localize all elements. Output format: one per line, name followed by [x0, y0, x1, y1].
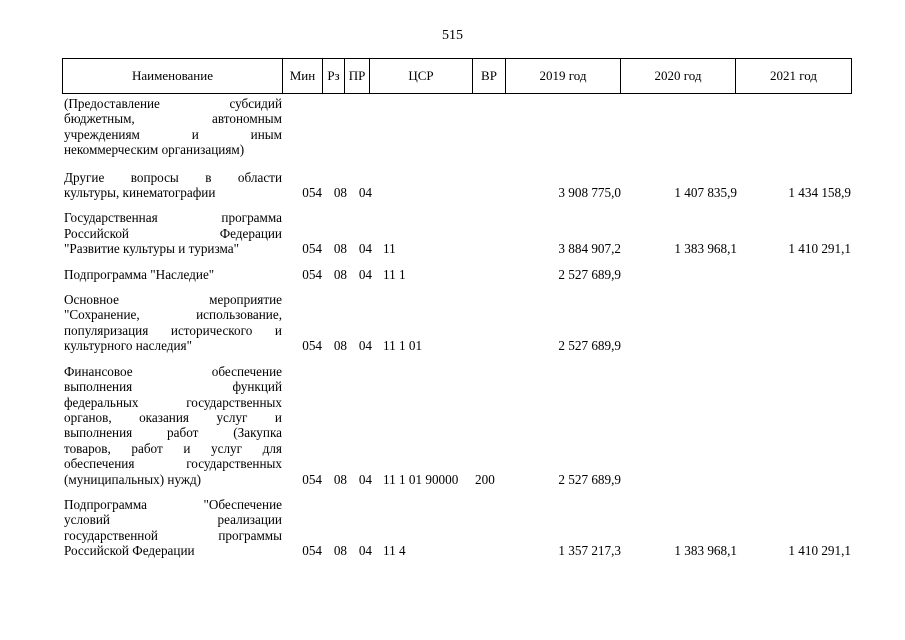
row-name-line: Российской Федерации — [64, 225, 282, 241]
header-2020: 2020 год — [621, 59, 736, 94]
row-name-line: (муниципальных) нужд) — [64, 471, 202, 487]
row-rz: 08 — [333, 543, 347, 559]
table-row — [62, 292, 851, 354]
header-min: Мин — [283, 59, 323, 94]
row-pr: 04 — [358, 185, 372, 201]
row-name — [62, 292, 282, 354]
row-name — [62, 364, 282, 487]
row-name-line: "Сохранение, использование, — [64, 307, 282, 323]
row-rz: 08 — [333, 338, 347, 354]
row-pr: 04 — [358, 471, 372, 487]
row-name-line: культуры, кинематографии — [64, 185, 216, 201]
row-name-line: Основное мероприятие — [64, 292, 282, 308]
row-2019: 2 527 689,9 — [558, 338, 621, 354]
row-name — [62, 96, 282, 158]
row-name-line: Российской Федерации — [64, 543, 195, 559]
row-name-line: (Предоставление субсидий — [64, 96, 282, 111]
row-min: 054 — [302, 185, 322, 201]
header-name: Наименование — [63, 59, 283, 94]
row-name-line: органов, оказания услуг и — [64, 409, 282, 425]
row-2019: 3 908 775,0 — [558, 185, 621, 201]
row-pr: 04 — [358, 266, 372, 282]
row-2019: 3 884 907,2 — [558, 241, 621, 257]
row-name-line: бюджетным, автономным — [64, 111, 282, 127]
row-name-line: Подпрограмма "Обеспечение — [64, 496, 282, 512]
row-name — [62, 497, 282, 559]
row-name-line: федеральных государственных — [64, 394, 282, 410]
header-2021: 2021 год — [736, 59, 852, 94]
row-name-line: выполнения функций — [64, 379, 282, 395]
row-2019: 1 357 217,3 — [558, 543, 621, 559]
table-body — [62, 96, 851, 559]
row-2021: 1 410 291,1 — [788, 543, 851, 559]
row-rz: 08 — [333, 471, 347, 487]
row-name-line: обеспечения государственных — [64, 456, 282, 472]
row-name-line: Другие вопросы в области — [64, 169, 282, 185]
row-name-line: Подпрограмма "Наследие" — [64, 266, 215, 282]
table-row — [62, 497, 851, 559]
row-min: 054 — [302, 241, 322, 257]
row-2020: 1 383 968,1 — [674, 543, 737, 559]
table-row — [62, 267, 851, 282]
header-vr: ВР — [473, 59, 506, 94]
row-min: 054 — [302, 471, 322, 487]
row-name — [62, 210, 282, 256]
row-csr: 11 1 01 90000 — [383, 471, 459, 487]
row-2020: 1 407 835,9 — [674, 185, 737, 201]
row-name-line: "Развитие культуры и туризма" — [64, 241, 239, 257]
header-csr: ЦСР — [370, 59, 473, 94]
row-name-line: выполнения работ (Закупка — [64, 425, 282, 441]
table-header — [62, 58, 852, 94]
row-min: 054 — [302, 266, 322, 282]
row-csr: 11 1 — [383, 266, 406, 282]
row-pr: 04 — [358, 241, 372, 257]
row-2020: 1 383 968,1 — [674, 241, 737, 257]
row-2019: 2 527 689,9 — [558, 471, 621, 487]
table-row — [62, 364, 851, 487]
row-name-line: учреждениям и иным — [64, 126, 282, 142]
row-csr: 11 4 — [383, 543, 406, 559]
row-csr: 11 — [383, 241, 396, 257]
row-name-line: некоммерческим организациям) — [64, 142, 245, 158]
row-2021: 1 434 158,9 — [788, 185, 851, 201]
table-row — [62, 170, 851, 201]
row-csr: 11 1 01 — [383, 338, 423, 354]
row-name-line: Финансовое обеспечение — [64, 363, 282, 379]
page-number: 515 — [442, 28, 463, 43]
row-rz: 08 — [333, 185, 347, 201]
row-rz: 08 — [333, 266, 347, 282]
row-pr: 04 — [358, 543, 372, 559]
row-pr: 04 — [358, 338, 372, 354]
row-vr: 200 — [475, 471, 495, 487]
row-name-line: культурного наследия" — [64, 338, 192, 354]
row-name — [62, 170, 282, 201]
header-pr: ПР — [345, 59, 370, 94]
row-name-line: товаров, работ и услуг для — [64, 440, 282, 456]
row-name-line: условий реализации — [64, 512, 282, 528]
row-2019: 2 527 689,9 — [558, 266, 621, 282]
row-min: 054 — [302, 338, 322, 354]
row-name — [62, 267, 282, 282]
header-2019: 2019 год — [506, 59, 621, 94]
row-rz: 08 — [333, 241, 347, 257]
table-row — [62, 210, 851, 256]
row-name-line: государственной программы — [64, 527, 282, 543]
header-rz: Рз — [323, 59, 345, 94]
row-name-line: Государственная программа — [64, 210, 282, 226]
table-row — [62, 96, 851, 158]
row-2021: 1 410 291,1 — [788, 241, 851, 257]
row-name-line: популяризация исторического и — [64, 322, 282, 338]
row-min: 054 — [302, 543, 322, 559]
